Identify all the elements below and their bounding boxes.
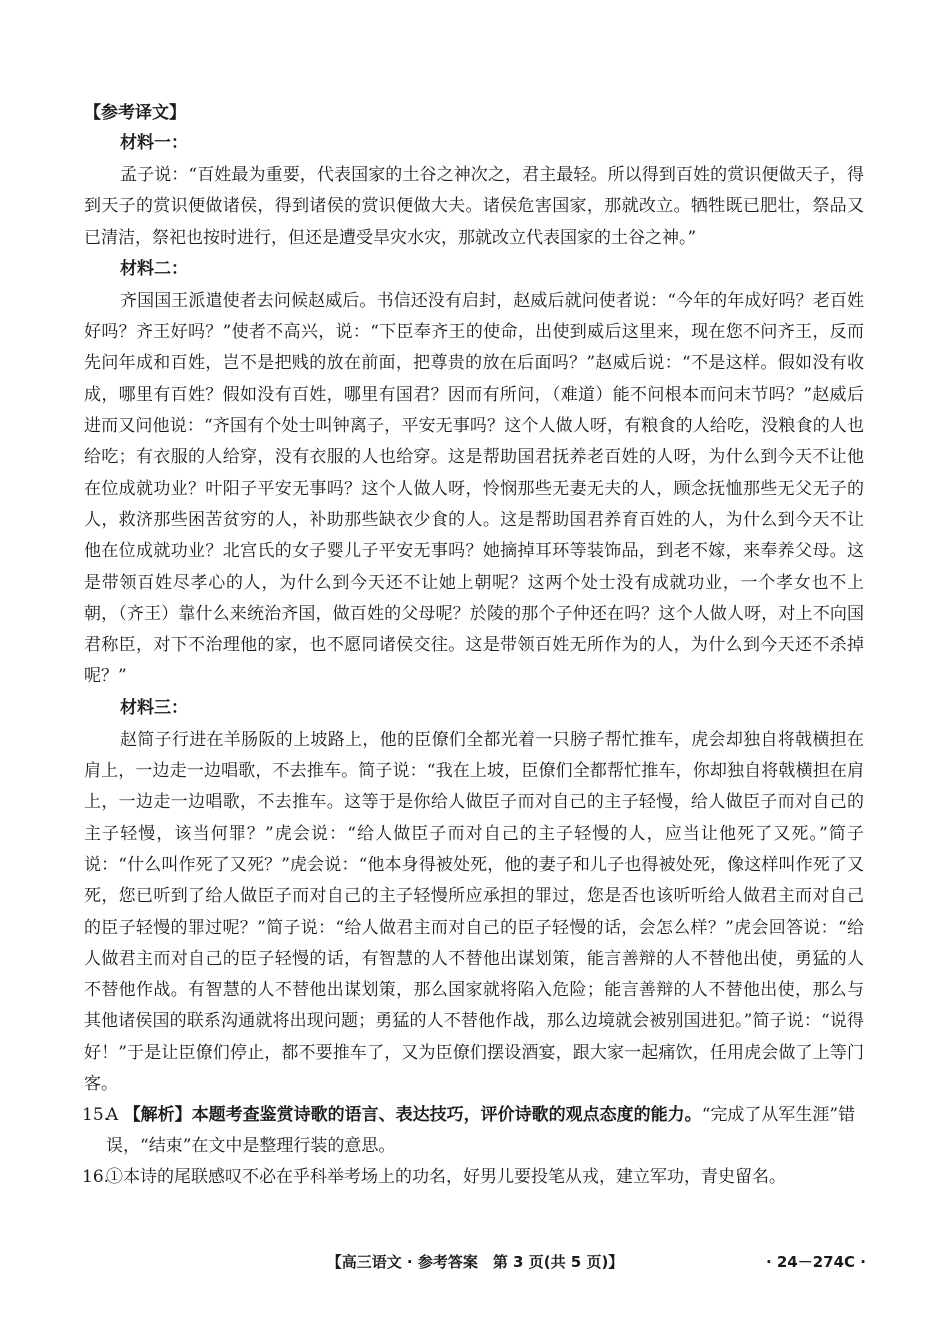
material-1-text: 孟子说：“百姓最为重要，代表国家的土谷之神次之，君主最轻。所以得到百姓的赏识便做天子，得到天子的赏识便做诸侯，得到诸侯的赏识便做大夫。诸侯危害国家，那就改立。牺牲既已肥壮，祭品又已清洁，祭祀也按时进行，但还是遭受旱灾水灾，那就改立代表国家的土谷之神。” xyxy=(84,165,864,248)
material-2-text: 齐国国王派遣使者去问候赵威后。书信还没有启封，赵威后就问使者说：“今年的年成好吗？老百姓好吗？齐王好吗？”使者不高兴，说：“下臣奉齐王的使命，出使到威后这里来，现在您不问齐王，反而先问年成和百姓，岂不是把贱的放在前面，把尊贵的放在后面吗？”赵威后说：“不是这样。假如没有收成，哪里有百姓？假如没有百姓，哪里有国君？因而有所问，（难道）能不问根本而问末节吗？”赵威后进而又问他说：“齐国有个处士叫钟离子，平安无事吗？这个人做人呀，有粮食的人给吃，没粮食的人也给吃；有衣服的人给穿，没有衣服的人也给穿。这是帮助国君抚养老百姓的人呀，为什么到今天不让他在位成就功业？叶阳子平安无事吗？这个人做人呀，怜悯那些无妻无夫的人，顾念抚恤那些无父无子的人，救济那些困苦贫穷的人，补助那些缺衣少食的人。这是帮助国君养育百姓的人，为什么到今天不让他在位成就功业？北宫氏的女子婴儿子平安无事吗？她摘掉耳环等装饰品，到老不嫁，来奉养父母。这是带领百姓尽孝心的人，为什么到今天还不让她上朝呢？这两个处士没有成就功业，一个孝女也不上朝，（齐王）靠什么来统治齐国，做百姓的父母呢？於陵的那个子仲还在吗？这个人做人呀，对上不向国君称臣，对下不治理他的家，也不愿同诸侯交往。这是带领百姓无所作为的人，为什么到今天还不杀掉呢？” xyxy=(84,290,864,687)
question-15-text: “完成了从军生涯”错误，“结束”在文中是整理行装的意思。 xyxy=(106,1105,856,1157)
question-16-number: 16. xyxy=(82,1167,110,1188)
question-16 xyxy=(84,1162,864,1193)
material-2-title: 材料二： xyxy=(120,258,188,279)
question-15-bold-text: 本题考查鉴赏诗歌的语言、表达技巧，评价诗歌的观点态度的能力。 xyxy=(191,1105,702,1126)
translation-heading: 【参考译文】 xyxy=(84,103,186,123)
footer-title: 【高三语文 · 参考答案 第 3 页(共 5 页)】 xyxy=(326,1253,624,1271)
question-15-number: 15. xyxy=(82,1105,110,1126)
question-15 xyxy=(84,1100,864,1162)
material-3-title: 材料三： xyxy=(120,697,188,718)
footer-code: · 24－274C · xyxy=(765,1253,866,1271)
question-15-answer: A xyxy=(106,1105,119,1126)
question-15-label: 【解析】 xyxy=(123,1105,192,1126)
material-3-text: 赵简子行进在羊肠阪的上坡路上，他的臣僚们全都光着一只膀子帮忙推车，虎会却独自将戟横担在肩上，一边走一边唱歌，不去推车。简子说：“我在上坡，臣僚们全都帮忙推车，你却独自将戟横担在肩上，一边走一边唱歌，不去推车。这等于是你给人做臣子而对自己的主子轻慢，给人做臣子而对自己的主子轻慢，该当何罪？”虎会说：“给人做臣子而对自己的主子轻慢的人，应当让他死了又死。”简子说：“什么叫作死了又死？”虎会说：“他本身得被处死，他的妻子和儿子也得被处死，像这样叫作死了又死，您已听到了给人做臣子而对自己的主子轻慢所应承担的罪过，您是否也该听听给人做君主而对自己的臣子轻慢的罪过呢？”简子说：“给人做君主而对自己的臣子轻慢的话，会怎么样？”虎会回答说：“给人做君主而对自己的臣子轻慢的话，有智慧的人不替他出谋划策，能言善辩的人不替他出使，勇猛的人不替他作战。有智慧的人不替他出谋划策，那么国家就将陷入危险；能言善辩的人不替他出使，那么与其他诸侯国的联系沟通就将出现问题；勇猛的人不替他作战，那么边境就会被别国进犯。”简子说：“说得好！”于是让臣僚们停止，都不要推车了，又为臣僚们摆设酒宴，跟大家一起痛饮，任用虎会做了上等门客。 xyxy=(84,729,864,1095)
answer-page xyxy=(84,100,864,1193)
question-16-text: ①本诗的尾联感叹不必在乎科举考场上的功名，好男儿要投笔从戎，建立军功，青史留名。 xyxy=(106,1167,786,1188)
material-1-title: 材料一： xyxy=(120,133,188,153)
